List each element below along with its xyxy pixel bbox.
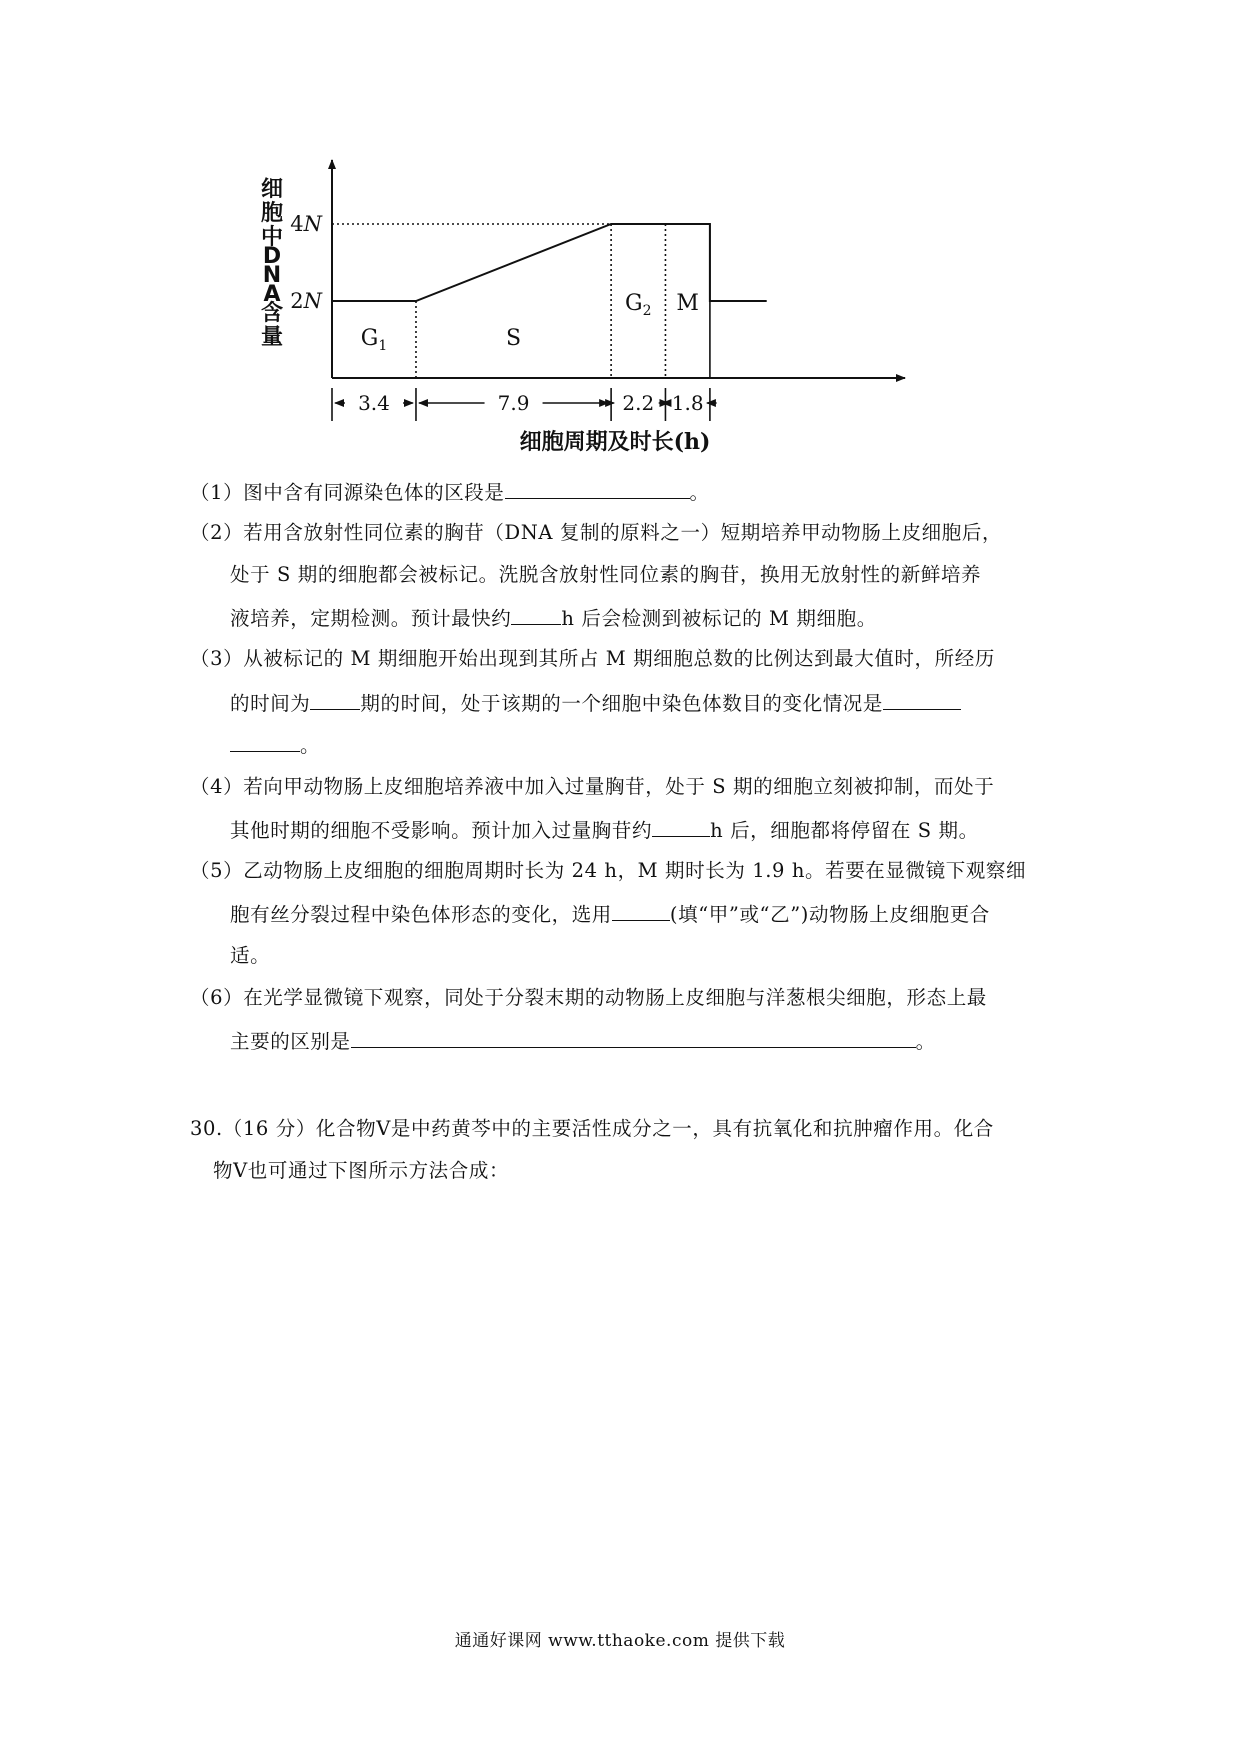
question-line — [230, 943, 270, 969]
question-line — [190, 774, 994, 800]
phase-label: M — [676, 291, 699, 316]
question-line — [230, 731, 320, 759]
duration-label: 2.2 — [622, 391, 655, 415]
answer-blank[interactable] — [351, 1027, 916, 1048]
question-line — [230, 816, 979, 844]
question-text: （6）在光学显微镜下观察，同处于分裂末期的动物肠上皮细胞与洋葱根尖细胞，形态上最 — [190, 986, 987, 1009]
question-text: （4）若向甲动物肠上皮细胞培养液中加入过量胸苷，处于 S 期的细胞立刻被抑制，而处于 — [190, 775, 995, 798]
question-text: （3）从被标记的 M 期细胞开始出现到其所占 M 期细胞总数的比例达到最大值时，所经历 — [190, 647, 995, 670]
problem-30-line: 物Ⅴ也可通过下图所示方法合成： — [213, 1159, 510, 1182]
question-text: （1）图中含有同源染色体的区段是 — [190, 481, 505, 504]
question-line — [190, 646, 995, 672]
problem-30-line: 30.（16 分）化合物Ⅴ是中药黄芩中的主要活性成分之一，具有抗氧化和抗肿瘤作用。化合 — [190, 1117, 994, 1140]
phase-label: $G_2$ — [625, 291, 652, 319]
answer-blank[interactable] — [505, 478, 690, 499]
question-line — [190, 478, 710, 506]
duration-label: 3.4 — [358, 391, 390, 415]
x-axis-label: 细胞周期及时长(h) — [519, 429, 711, 455]
question-text: h 后会检测到被标记的 M 期细胞。 — [561, 607, 877, 630]
answer-blank[interactable] — [230, 731, 300, 752]
answer-blank[interactable] — [883, 689, 961, 710]
page-footer: 通通好课网 www.tthaoke.com 提供下载 — [454, 1631, 786, 1651]
answer-blank[interactable] — [310, 689, 360, 710]
question-line — [190, 858, 1026, 884]
question-text: 。 — [300, 734, 321, 757]
question-text: 期的时间，处于该期的一个细胞中染色体数目的变化情况是 — [360, 692, 884, 715]
question-line — [230, 900, 990, 928]
chart-axes — [332, 160, 905, 378]
question-text: 其他时期的细胞不受影响。预计加入过量胸苷约 — [230, 819, 653, 842]
question-text: h 后，细胞都将停留在 S 期。 — [710, 819, 979, 842]
question-text: 。 — [689, 481, 710, 504]
question-line — [230, 1027, 936, 1055]
question-line — [190, 520, 1002, 546]
question-text: 的时间为 — [230, 692, 311, 715]
y-tick-label: 2N — [290, 289, 322, 313]
question-text: 主要的区别是 — [230, 1030, 351, 1053]
answer-blank[interactable] — [511, 604, 561, 625]
y-axis-label: 细胞中 D N A 含量 — [260, 177, 284, 350]
phase-label: S — [506, 326, 522, 351]
question-text: 处于 S 期的细胞都会被标记。洗脱含放射性同位素的胸苷，换用无放射性的新鲜培养 — [230, 563, 982, 586]
dna-content-chart — [0, 0, 1240, 470]
question-line — [230, 689, 961, 717]
question-text: 胞有丝分裂过程中染色体形态的变化，选用 — [230, 903, 612, 926]
question-text: （5）乙动物肠上皮细胞的细胞周期时长为 24 h，M 期时长为 1.9 h。若要在显微镜下观察细 — [190, 859, 1027, 882]
question-text: （2）若用含放射性同位素的胸苷（DNA 复制的原料之一）短期培养甲动物肠上皮细胞后， — [190, 521, 1003, 544]
y-tick-label: 4N — [290, 212, 322, 236]
question-line — [230, 604, 877, 632]
question-text: 适。 — [230, 944, 271, 967]
dna-content-line — [332, 224, 767, 301]
duration-label: 7.9 — [497, 391, 530, 415]
phase-label: $G_1$ — [360, 326, 388, 354]
question-text: (填“甲”或“乙”)动物肠上皮细胞更合 — [669, 903, 990, 926]
question-line — [230, 562, 981, 588]
duration-label: 1.8 — [671, 391, 704, 415]
answer-blank[interactable] — [652, 816, 710, 837]
answer-blank[interactable] — [612, 900, 670, 921]
question-text: 液培养，定期检测。预计最快约 — [230, 607, 512, 630]
question-line — [190, 985, 987, 1011]
question-text: 。 — [915, 1030, 936, 1053]
